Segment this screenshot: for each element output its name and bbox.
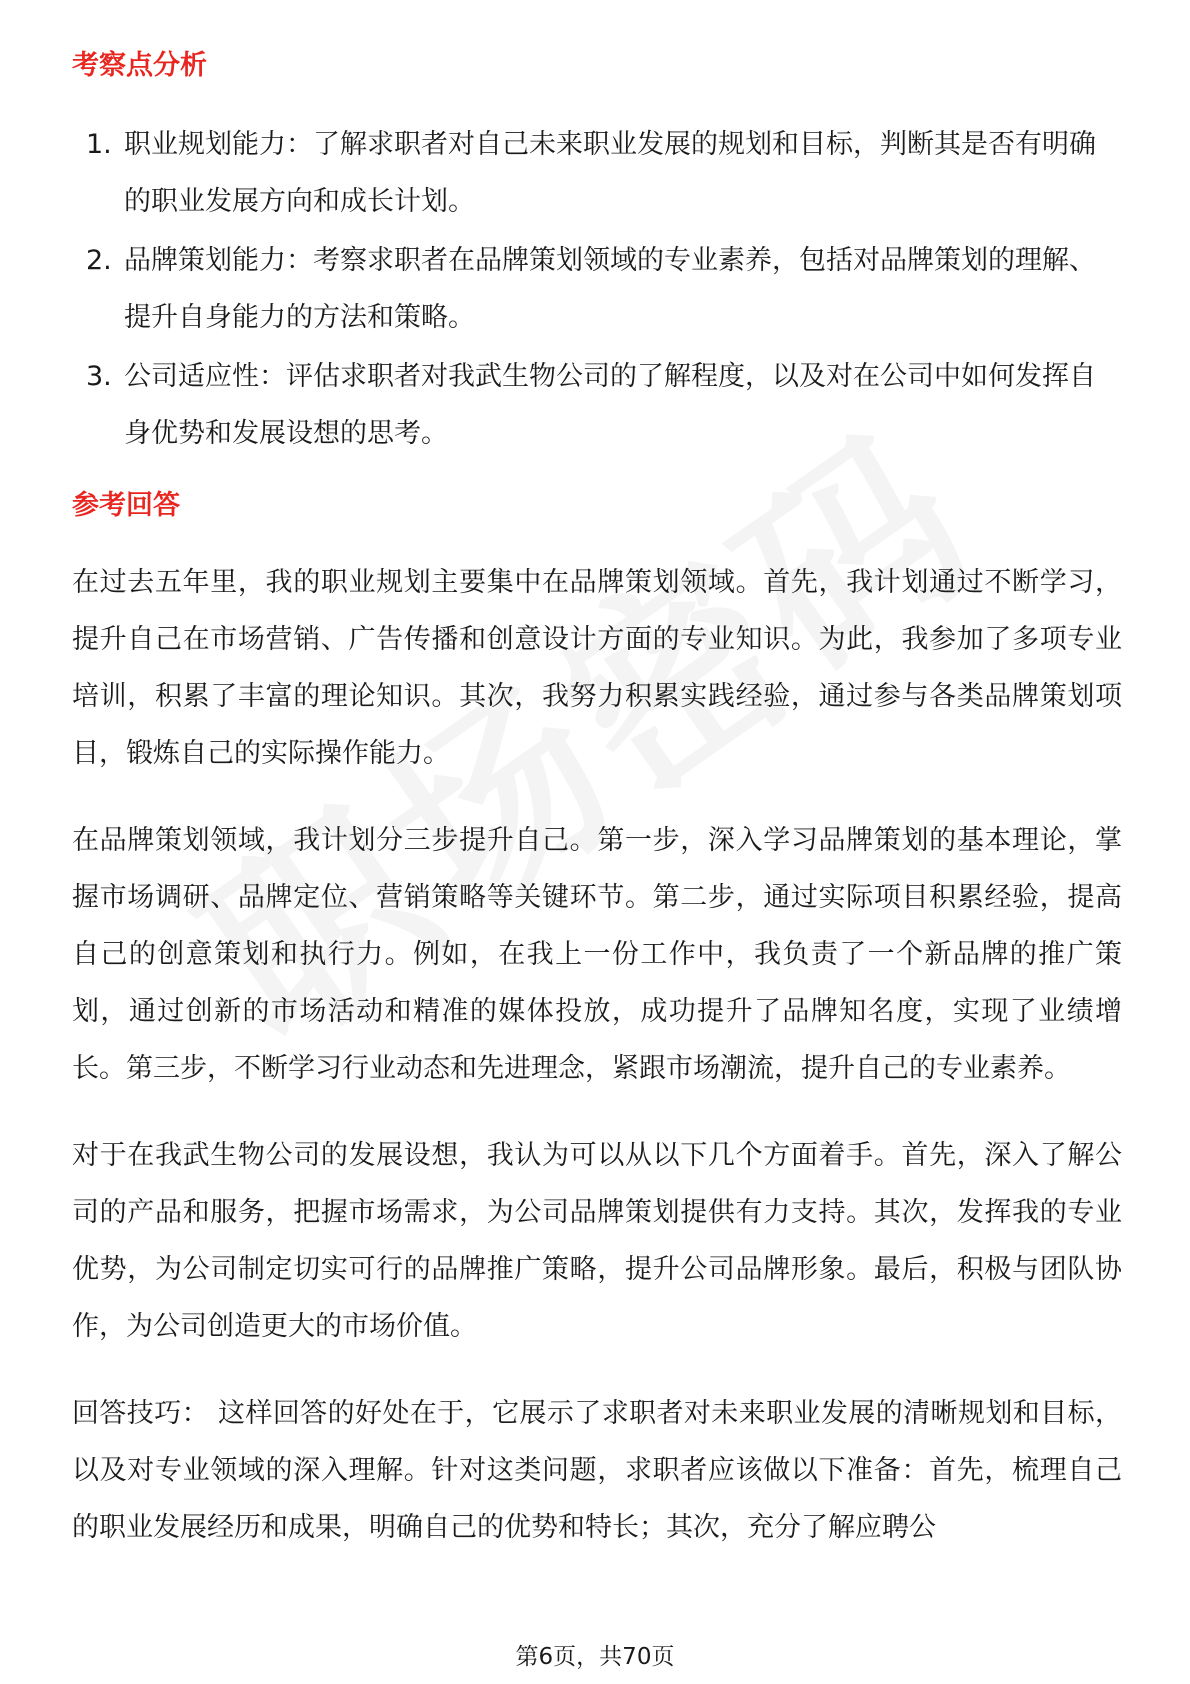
list-item-number: 1.	[86, 129, 112, 160]
list-item	[72, 116, 1122, 230]
answer-paragraph: 对于在我武生物公司的发展设想，我认为可以从以下几个方面着手。首先，深入了解公司的产品和服务，把握市场需求，为公司品牌策划提供有力支持。其次，发挥我的专业优势，为公司制定切实可行的品牌推广策略，提升公司品牌形象。最后，积极与团队协作，为公司创造更大的市场价值。	[72, 1140, 1122, 1342]
answer-paragraph: 在过去五年里，我的职业规划主要集中在品牌策划领域。首先，我计划通过不断学习，提升自己在市场营销、广告传播和创意设计方面的专业知识。为此，我参加了多项专业培训，积累了丰富的理论知识。其次，我努力积累实践经验，通过参与各类品牌策划项目，锻炼自己的实际操作能力。	[72, 567, 1122, 769]
list-item	[72, 232, 1122, 346]
section-title-reference-answer: 参考回答	[72, 490, 180, 521]
analysis-list	[72, 116, 1122, 462]
list-item-text: 职业规划能力：了解求职者对自己未来职业发展的规划和目标，判断其是否有明确的职业发展方向和成长计划。	[124, 129, 1096, 217]
list-item-number: 3.	[86, 361, 112, 392]
page-number: 第6页，共70页	[515, 1644, 675, 1670]
answer-tips-paragraph: 回答技巧： 这样回答的好处在于，它展示了求职者对未来职业发展的清晰规划和目标，以及对专业领域的深入理解。针对这类问题，求职者应该做以下准备：首先，梳理自己的职业发展经历和成果，明确自己的优势和特长；其次，充分了解应聘公	[72, 1398, 1122, 1543]
list-item-text: 品牌策划能力：考察求职者在品牌策划领域的专业素养，包括对品牌策划的理解、提升自身能力的方法和策略。	[124, 245, 1096, 333]
page-content	[72, 46, 1122, 1586]
list-item-number: 2.	[86, 245, 112, 276]
answer-paragraph: 在品牌策划领域，我计划分三步提升自己。第一步，深入学习品牌策划的基本理论，掌握市场调研、品牌定位、营销策略等关键环节。第二步，通过实际项目积累经验，提高自己的创意策划和执行力。例如，在我上一份工作中，我负责了一个新品牌的推广策划，通过创新的市场活动和精准的媒体投放，成功提升了品牌知名度，实现了业绩增长。第三步，不断学习行业动态和先进理念，紧跟市场潮流，提升自己的专业素养。	[72, 825, 1122, 1084]
list-item-text: 公司适应性：评估求职者对我武生物公司的了解程度，以及对在公司中如何发挥自身优势和发展设想的思考。	[124, 361, 1096, 449]
section-title-analysis: 考察点分析	[72, 50, 207, 81]
list-item	[72, 348, 1122, 462]
